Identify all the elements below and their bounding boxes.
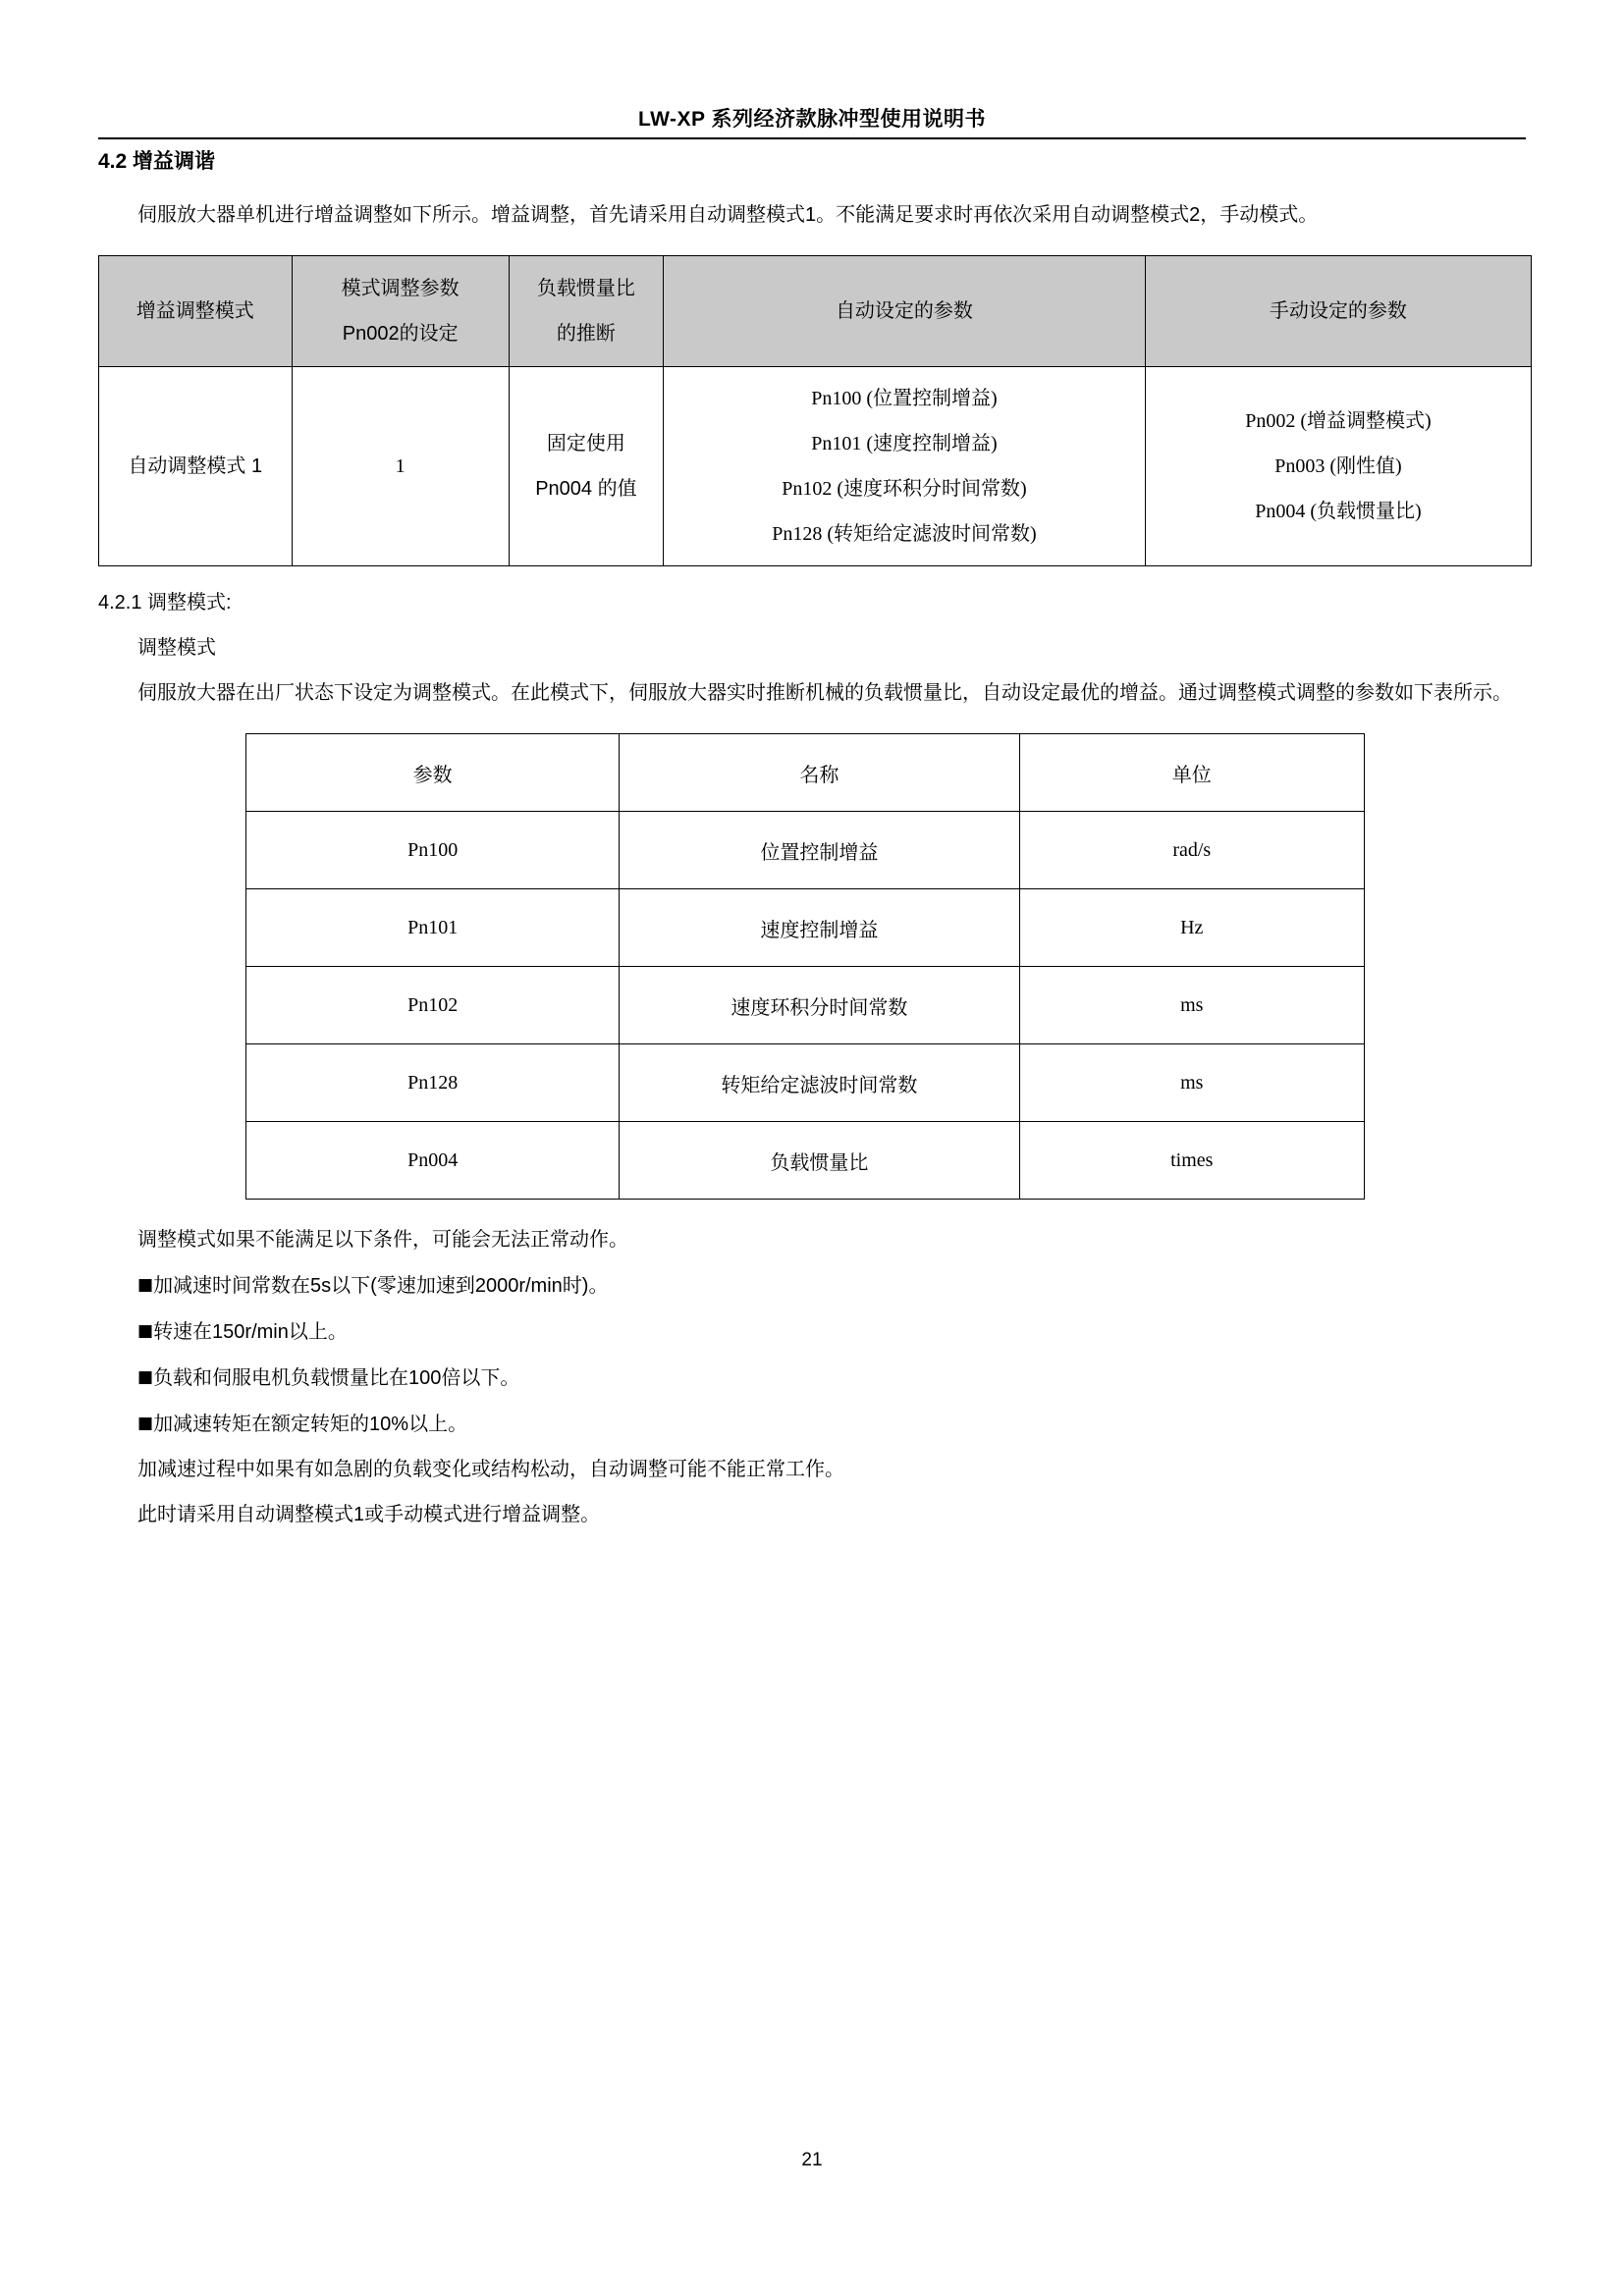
note-bullet-text: 负载和伺服电机负载惯量比在100倍以下。 (153, 1367, 520, 1389)
table-row (246, 889, 1365, 967)
square-bullet-icon: ■ (137, 1367, 154, 1387)
gain-table-header (99, 256, 1532, 367)
auto-param-item: Pn102 (速度环积分时间常数) (782, 478, 1027, 500)
gain-table-header-mode: 增益调整模式 (99, 256, 293, 367)
gain-table-header-pn002 (292, 256, 509, 367)
note-bullet (98, 1355, 1532, 1401)
param-table-header-name: 名称 (620, 734, 1019, 812)
param-name: 速度控制增益 (620, 889, 1019, 967)
param-code: Pn100 (246, 812, 620, 889)
section-intro-paragraph: 伺服放大器单机进行增益调整如下所示。增益调整，首先请采用自动调整模式1。不能满足要求时再依次采用自动调整模式2，手动模式。 (137, 204, 1319, 226)
table-row (246, 812, 1365, 889)
gain-row-inertia (509, 367, 663, 566)
section-number: 4.2 (98, 150, 128, 173)
subsection-mode-label: 调整模式 (137, 637, 216, 659)
param-name: 转矩给定滤波时间常数 (620, 1044, 1019, 1122)
note-bullet-text: 加减速时间常数在5s以下(零速加速到2000r/min时)。 (153, 1275, 609, 1297)
square-bullet-icon: ■ (137, 1275, 154, 1295)
manual-param-item: Pn002 (增益调整模式) (1245, 410, 1432, 432)
note-bullet (98, 1262, 1532, 1308)
note-bullet-text: 转速在150r/min以上。 (153, 1321, 348, 1343)
gain-row-auto-params (664, 367, 1146, 566)
auto-param-item: Pn100 (位置控制增益) (811, 388, 998, 409)
param-code: Pn004 (246, 1122, 620, 1200)
auto-param-item: Pn101 (速度控制增益) (811, 433, 998, 454)
gain-table-header-inertia (509, 256, 663, 367)
param-unit: rad/s (1019, 812, 1364, 889)
subsection-description: 伺服放大器在出厂状态下设定为调整模式。在此模式下，伺服放大器实时推断机械的负载惯量比，自动设定最优的增益。通过调整模式调整的参数如下表所示。 (137, 682, 1512, 704)
gain-table-header-inertia-line1: 负载惯量比 (536, 278, 635, 299)
param-unit: ms (1019, 967, 1364, 1044)
param-table-header-unit: 单位 (1019, 734, 1364, 812)
param-name: 负载惯量比 (620, 1122, 1019, 1200)
param-code: Pn101 (246, 889, 620, 967)
parameter-table-header (246, 734, 1365, 812)
manual-param-item: Pn004 (负载惯量比) (1255, 501, 1422, 522)
section-title-text: 增益调谐 (133, 150, 216, 173)
parameter-table-body (246, 812, 1365, 1200)
gain-table-header-auto-params: 自动设定的参数 (664, 256, 1146, 367)
parameter-table (245, 733, 1365, 1200)
table-row (246, 734, 1365, 812)
table-row (99, 256, 1532, 367)
param-name: 位置控制增益 (620, 812, 1019, 889)
subsection-heading: 4.2.1 调整模式: (98, 592, 232, 614)
gain-table-header-pn002-line2: Pn002的设定 (342, 323, 459, 345)
section-heading (98, 145, 1532, 179)
param-name: 速度环积分时间常数 (620, 967, 1019, 1044)
gain-row-manual-params (1145, 367, 1531, 566)
gain-row-pn002-value: 1 (292, 367, 509, 566)
param-unit: Hz (1019, 889, 1364, 967)
table-row (246, 967, 1365, 1044)
notes-lead: 调整模式如果不能满足以下条件，可能会无法正常动作。 (137, 1229, 628, 1251)
gain-row-mode: 自动调整模式 1 (99, 367, 293, 566)
param-unit: times (1019, 1122, 1364, 1200)
gain-table-header-inertia-line2: 的推断 (556, 323, 616, 345)
param-code: Pn128 (246, 1044, 620, 1122)
square-bullet-icon: ■ (137, 1321, 154, 1341)
square-bullet-icon: ■ (137, 1414, 154, 1433)
notes-tail-2: 此时请采用自动调整模式1或手动模式进行增益调整。 (137, 1504, 601, 1525)
page-content (98, 145, 1532, 1537)
gain-table-header-manual-params: 手动设定的参数 (1145, 256, 1531, 367)
gain-row-inertia-line1: 固定使用 (546, 433, 625, 454)
notes-tail-1: 加减速过程中如果有如急剧的负载变化或结构松动，自动调整可能不能正常工作。 (137, 1459, 844, 1480)
page-header-title: LW-XP 系列经济款脉冲型使用说明书 (637, 108, 987, 131)
param-table-header-param: 参数 (246, 734, 620, 812)
table-row (246, 1044, 1365, 1122)
gain-adjustment-table (98, 255, 1532, 566)
note-bullet (98, 1401, 1532, 1447)
manual-param-item: Pn003 (刚性值) (1274, 455, 1402, 477)
table-row (99, 367, 1532, 566)
param-unit: ms (1019, 1044, 1364, 1122)
note-bullet (98, 1308, 1532, 1355)
note-bullet-text: 加减速转矩在额定转矩的10%以上。 (153, 1414, 468, 1435)
header-divider (98, 137, 1526, 139)
gain-table-header-pn002-line1: 模式调整参数 (341, 278, 460, 299)
gain-row-inertia-line2: Pn004 的值 (535, 478, 637, 500)
auto-param-item: Pn128 (转矩给定滤波时间常数) (772, 523, 1037, 545)
table-row (246, 1122, 1365, 1200)
gain-table-body (99, 367, 1532, 566)
page-number: 21 (801, 2150, 823, 2170)
param-code: Pn102 (246, 967, 620, 1044)
